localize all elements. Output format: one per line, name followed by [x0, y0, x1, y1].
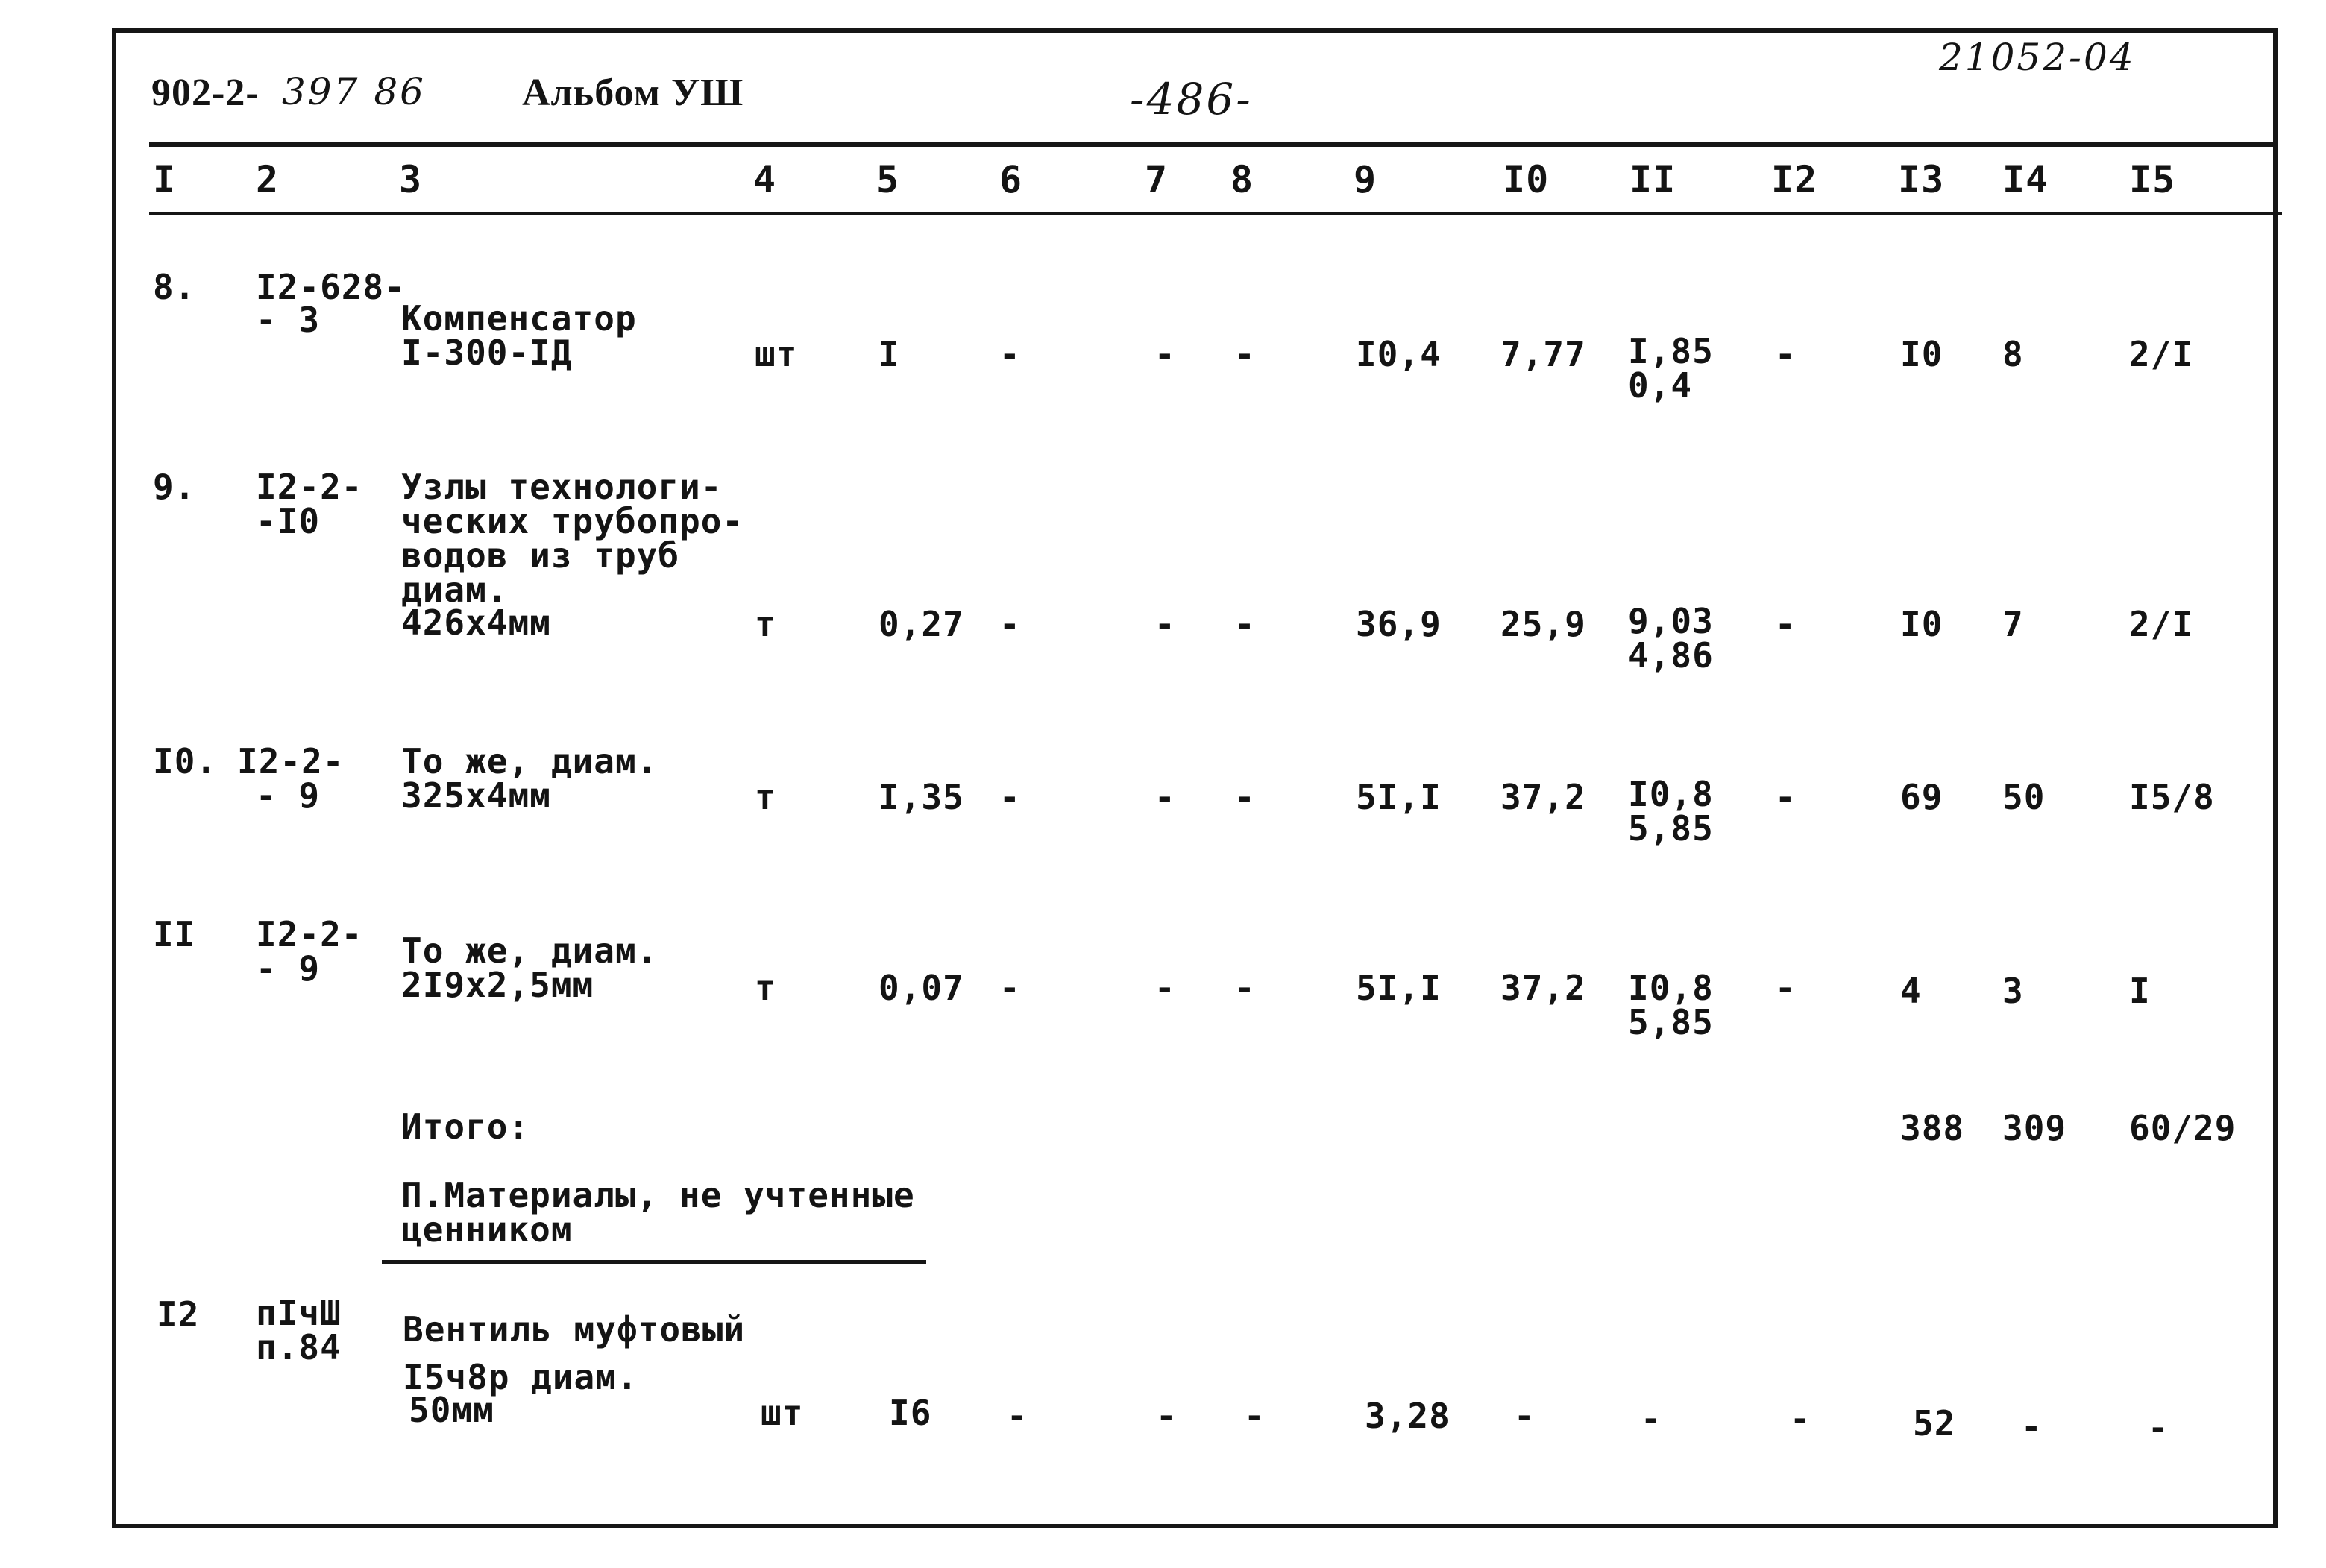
row-c10: - [1514, 1396, 1536, 1436]
row-c5: 0,27 [878, 604, 964, 644]
page-number: -486- [1130, 74, 1253, 125]
column-number: 9 [1354, 158, 1377, 201]
row-c15: 2/I [2129, 604, 2194, 644]
row-c5: 0,07 [878, 968, 964, 1008]
row-name: водов из труб [401, 535, 680, 576]
row-code: п.84 [256, 1327, 342, 1367]
row-c10: 37,2 [1500, 777, 1586, 817]
series-prefix: 902-2- [151, 72, 260, 114]
row-c12: - [1775, 968, 1797, 1008]
row-c14: - [2021, 1406, 2043, 1446]
section-title: П.Материалы, не учтенные [401, 1175, 915, 1215]
row-c5: I [878, 334, 900, 374]
row-number: 9. [153, 467, 196, 507]
column-number: 6 [999, 158, 1023, 201]
row-name: Вентиль муфтовый [403, 1309, 746, 1350]
row-c14: 7 [2002, 604, 2024, 644]
row-code: пIчШ [256, 1293, 342, 1333]
row-c15: I [2129, 971, 2151, 1011]
row-c14: 50 [2002, 777, 2046, 817]
column-header-divider [149, 212, 2282, 215]
column-number: II [1629, 158, 1676, 201]
row-c14: 3 [2002, 971, 2024, 1011]
row-c12: - [1775, 777, 1797, 817]
row-code: - 9 [256, 948, 321, 989]
row-c6: - [999, 968, 1021, 1008]
row-name: I5ч8р диам. [403, 1357, 638, 1397]
section-underline [382, 1260, 926, 1264]
row-c13: 4 [1900, 971, 1922, 1011]
row-c14: 8 [2002, 334, 2024, 374]
total-c14: 309 [2002, 1108, 2067, 1148]
row-c11: I0,8 [1628, 774, 1714, 814]
row-c6: - [999, 777, 1021, 817]
row-name: Компенсатор [401, 298, 637, 339]
row-c11: 4,86 [1628, 635, 1714, 676]
row-name: 325х4мм [401, 775, 551, 816]
row-name: Узлы технологи- [401, 467, 723, 507]
row-name: То же, диам. [401, 741, 658, 781]
row-c15: 2/I [2129, 334, 2194, 374]
series-handwritten: 397 86 [282, 70, 426, 113]
column-number: 8 [1230, 158, 1254, 201]
row-name: диам. [401, 570, 509, 610]
column-number: 5 [876, 158, 900, 201]
row-c8: - [1234, 777, 1256, 817]
row-c5: I,35 [878, 777, 964, 817]
column-number: 3 [399, 158, 423, 201]
column-number: 4 [753, 158, 777, 201]
row-c12: - [1775, 334, 1797, 374]
header-divider [149, 142, 2276, 147]
row-c5: I6 [889, 1393, 932, 1433]
row-code: - 3 [256, 300, 321, 340]
row-name: 426х4мм [401, 602, 551, 643]
row-c11: 5,85 [1628, 1002, 1714, 1042]
column-number: I0 [1503, 158, 1550, 201]
row-c8: - [1234, 334, 1256, 374]
section-title: ценником [401, 1209, 573, 1250]
row-c11: I0,8 [1628, 968, 1714, 1008]
row-c10: 7,77 [1500, 334, 1586, 374]
row-c11: - [1641, 1399, 1662, 1439]
row-c7: - [1154, 604, 1176, 644]
column-number: I3 [1898, 158, 1945, 201]
row-code: - 9 [256, 775, 321, 816]
row-number: I0. [153, 741, 218, 781]
row-c9: 5I,I [1356, 777, 1442, 817]
row-c13: I0 [1900, 334, 1943, 374]
row-number: 8. [153, 267, 196, 307]
row-code: -I0 [256, 501, 321, 541]
row-c12: - [1775, 604, 1797, 644]
row-c8: - [1244, 1396, 1266, 1436]
row-name: 2I9х2,5мм [401, 965, 594, 1005]
row-c7: - [1154, 968, 1176, 1008]
row-c9: 5I,I [1356, 968, 1442, 1008]
row-c11: 5,85 [1628, 808, 1714, 848]
row-code: I2-2- [256, 467, 363, 507]
row-c9: 36,9 [1356, 604, 1442, 644]
row-c13: I0 [1900, 604, 1943, 644]
row-c9: I0,4 [1356, 334, 1442, 374]
row-c11: I,85 [1628, 331, 1714, 371]
row-c12: - [1790, 1399, 1811, 1439]
row-c10: 25,9 [1500, 604, 1586, 644]
row-unit: т [755, 968, 776, 1008]
row-c6: - [999, 604, 1021, 644]
row-c6: - [1007, 1396, 1028, 1436]
total-c15: 60/29 [2129, 1108, 2237, 1148]
row-c8: - [1234, 968, 1256, 1008]
row-c13: 69 [1900, 777, 1943, 817]
row-c7: - [1154, 777, 1176, 817]
row-c11: 9,03 [1628, 601, 1714, 641]
row-unit: шт [755, 334, 798, 374]
row-c15: I5/8 [2129, 777, 2215, 817]
row-c8: - [1234, 604, 1256, 644]
column-number: 7 [1145, 158, 1169, 201]
total-label: Итого: [401, 1106, 530, 1147]
row-c7: - [1154, 334, 1176, 374]
row-c11: 0,4 [1628, 365, 1693, 406]
column-number: I5 [2129, 158, 2176, 201]
total-c13: 388 [1900, 1108, 1965, 1148]
row-c13: 52 [1913, 1403, 1956, 1443]
row-c7: - [1156, 1396, 1178, 1436]
doc-number: 21052-04 [1939, 36, 2136, 79]
row-unit: т [755, 777, 776, 817]
row-c15: - [2148, 1408, 2169, 1448]
column-number: I2 [1771, 158, 1818, 201]
row-c9: 3,28 [1365, 1396, 1450, 1436]
row-code: I2-2- [256, 914, 363, 954]
row-name: То же, диам. [401, 931, 658, 971]
row-unit: т [755, 604, 776, 644]
album-title: Альбом УШ [522, 72, 744, 114]
row-number: II [153, 914, 196, 954]
row-name: 50мм [409, 1390, 494, 1430]
row-name: ческих трубопро- [401, 501, 744, 541]
row-c6: - [999, 334, 1021, 374]
row-name: I-300-IД [401, 333, 573, 373]
row-unit: шт [761, 1393, 804, 1433]
column-number: I [153, 158, 177, 201]
row-number: I2 [157, 1294, 200, 1335]
column-number: I4 [2002, 158, 2049, 201]
row-c10: 37,2 [1500, 968, 1586, 1008]
column-number: 2 [256, 158, 280, 201]
row-code: I2-2- [237, 741, 345, 781]
row-code: I2-628- [256, 267, 406, 307]
